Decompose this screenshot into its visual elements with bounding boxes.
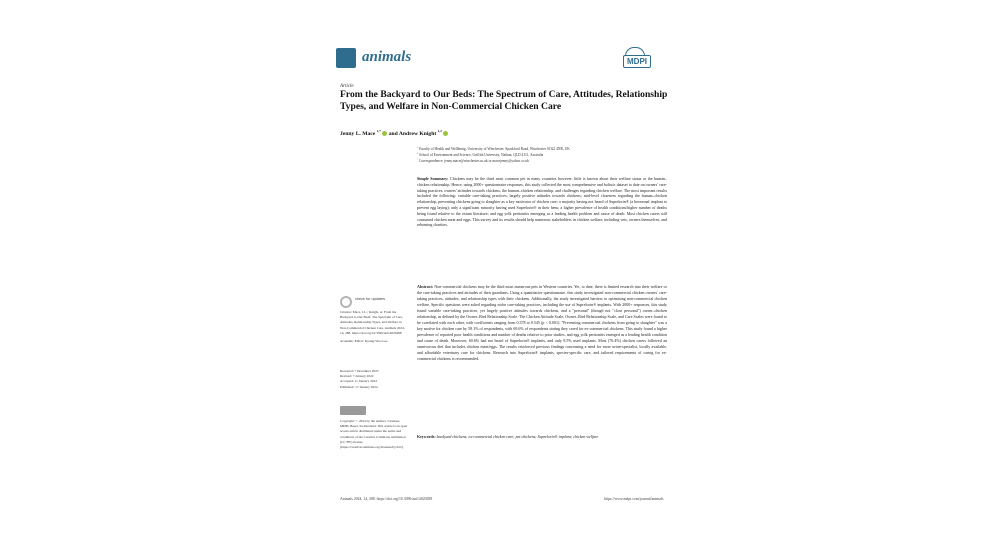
affiliations (417, 146, 667, 165)
check-updates-label[interactable]: check for updates (355, 297, 385, 301)
footer-journal-url[interactable]: https://www.mdpi.com/journal/animals (604, 497, 664, 501)
orcid-icon[interactable] (443, 131, 448, 136)
date-received: Received: 7 December 2023 (340, 369, 379, 373)
keywords-label: Keywords: (417, 434, 436, 439)
author-list (340, 129, 448, 137)
abstract (417, 284, 667, 362)
author-affil-sup: 1,* (376, 129, 381, 133)
publication-dates (340, 369, 406, 390)
date-published: Published: 17 January 2024 (340, 384, 378, 389)
date-revised: Revised: 7 January 2024 (340, 374, 374, 379)
footer-citation[interactable]: Animals 2024, 14, 288. https://doi.org/10.3390/ani14020288 (340, 497, 433, 501)
article-title: From the Backyard to Our Beds: The Spectrum of Care, Attitudes, Relationship Types, and Welfare in Non-Commercial Chicken Care (340, 89, 668, 112)
abstract-label: Abstract: (417, 284, 434, 289)
citation-text: Citation: Mace, J.L.; Knight, A. From the Backyard to Our Beds: The Spectrum of Care, Attitudes, Relationship Types, and Welfare in Non-Commercial Chicken Care. Animals 2024, 14, 288. https://doi.org/10.3390/ani14020288 (340, 310, 405, 335)
affiliation-item: * Correspondence: jenny.mace@winchester.ac.uk or macejenny@yahoo.co.uk (417, 159, 529, 164)
affiliation-item: $^1$ Faculty of Health and Wellbeing, University of Winchester, Sparkford Road, Winchester SO22 4NR, UK (417, 147, 570, 152)
academic-editor: Academic Editor: Kyung-Woo Lee (340, 339, 388, 344)
publisher-logo: MDPI (623, 55, 651, 68)
article-page (300, 0, 685, 538)
cc-by-license-icon[interactable] (340, 406, 366, 415)
license-text: Copyright: © 2024 by the authors. Licensee MDPI, Basel, Switzerland. This article is an open access article distributed under the terms and conditions of the Creative Commons Attribution (CC BY) license (https://creativecommons.org/licenses/by/4.0/). (340, 419, 408, 450)
citation-info (340, 310, 406, 344)
simple-summary-text: Chickens may be the third most common pet in many countries however, little is known about their welfare status or the human–chicken relationship. Hence, using 2000+ questionnaire responses, this study collected the most comprehensive and holistic dataset to date on owners' care-taking practices, owners' attitudes towards chickens, the human–chicken relationship, and challenges regarding chicken welfare. The most important results included the following: variable care-taking practices; largely positive attitudes towards chickens; mid-level closeness regarding the human–chicken relationship; preventing chickens going to slaughter as a key motivator of chicken care; a majority having not heard of Suprelorin® (a hormonal implant to prevent egg laying); only a significant minority having used Suprelorin® in their hens; a higher prevalence of health conditions/higher number of deaths being found relative to the extant literature; and egg yolk peritonitis emerging as a leading health problem and cause of death. Most chicken carers still consumed chicken meat and eggs. This survey and its results should help numerous stakeholders in chicken welfare, including vets, owners themselves, and rehoming charities. (417, 176, 667, 228)
author-name[interactable]: Andrew Knight (398, 130, 437, 137)
journal-logo-icon (336, 48, 356, 68)
keywords-text: backyard chickens; ex-commercial chicken care; pet chickens; Suprelorin® implant; chicken welfare (436, 434, 599, 439)
keywords (417, 434, 667, 440)
check-updates-icon[interactable] (340, 296, 352, 308)
affiliation-item: $^2$ School of Environment and Science, Griffith University, Nathan, QLD 4111, Australia (417, 153, 544, 158)
orcid-icon[interactable] (382, 131, 387, 136)
journal-name: animals (362, 49, 412, 65)
author-affil-sup: 1,2 (437, 129, 442, 133)
simple-summary (417, 176, 667, 228)
author-name[interactable]: Jenny L. Mace (340, 130, 376, 137)
author-joiner: and (388, 130, 398, 137)
date-accepted: Accepted: 11 January 2024 (340, 379, 377, 384)
abstract-text: Non-commercial chickens may be the third most numerous pets in Western countries. Yet, to date, there is limited research into their welfare or the care-taking practices and attitudes of their guardians. Using a quantitative questionnaire, this study investigated non-commercial chicken owners' care-taking practices, attitudes, and relationship types with their chickens. Additionally, the study investigated barriers to optimising non-commercial chicken welfare. Specific questions were asked regarding niche care-taking practices, including the use of Suprelorin® implants. With 2000+ responses, this study found variable care-taking practices, yet largely positive attitudes towards chickens, and a "personal" (though not "close personal") owner–chicken relationship, as defined by the Owner–Bird Relationship Scale. The Chicken Attitude Scale, Owner–Bird Relationship Scale, and Care Scales were found to be correlated with each other, with coefficients ranging from 0.378 to 0.545 (p < 0.001). "Preventing commercial chickens from going to slaughter" was a key motive for chicken care by 58.1% of respondents, with 69.6% of respondents stating they cared for ex-commercial chickens. This study found a higher prevalence of reported poor health conditions and number of deaths relative to prior studies, and egg yolk peritonitis emerged as a leading health condition and cause of death. Moreover, 60.6% had not heard of Suprelorin® implants, and only 8.5% used implants. Most (76.4%) chicken carers followed an omnivorous diet that includes chicken meat/eggs. The results reinforced previous findings concerning a need for more avian-specialist, locally available, and affordable veterinary care for chickens. Research into Suprelorin® implants, species-specific care, and tailored requirements of caring for ex-commercial chickens is recommended. (417, 284, 668, 361)
article-type: Article (340, 84, 354, 89)
simple-summary-label: Simple Summary: (417, 176, 449, 181)
